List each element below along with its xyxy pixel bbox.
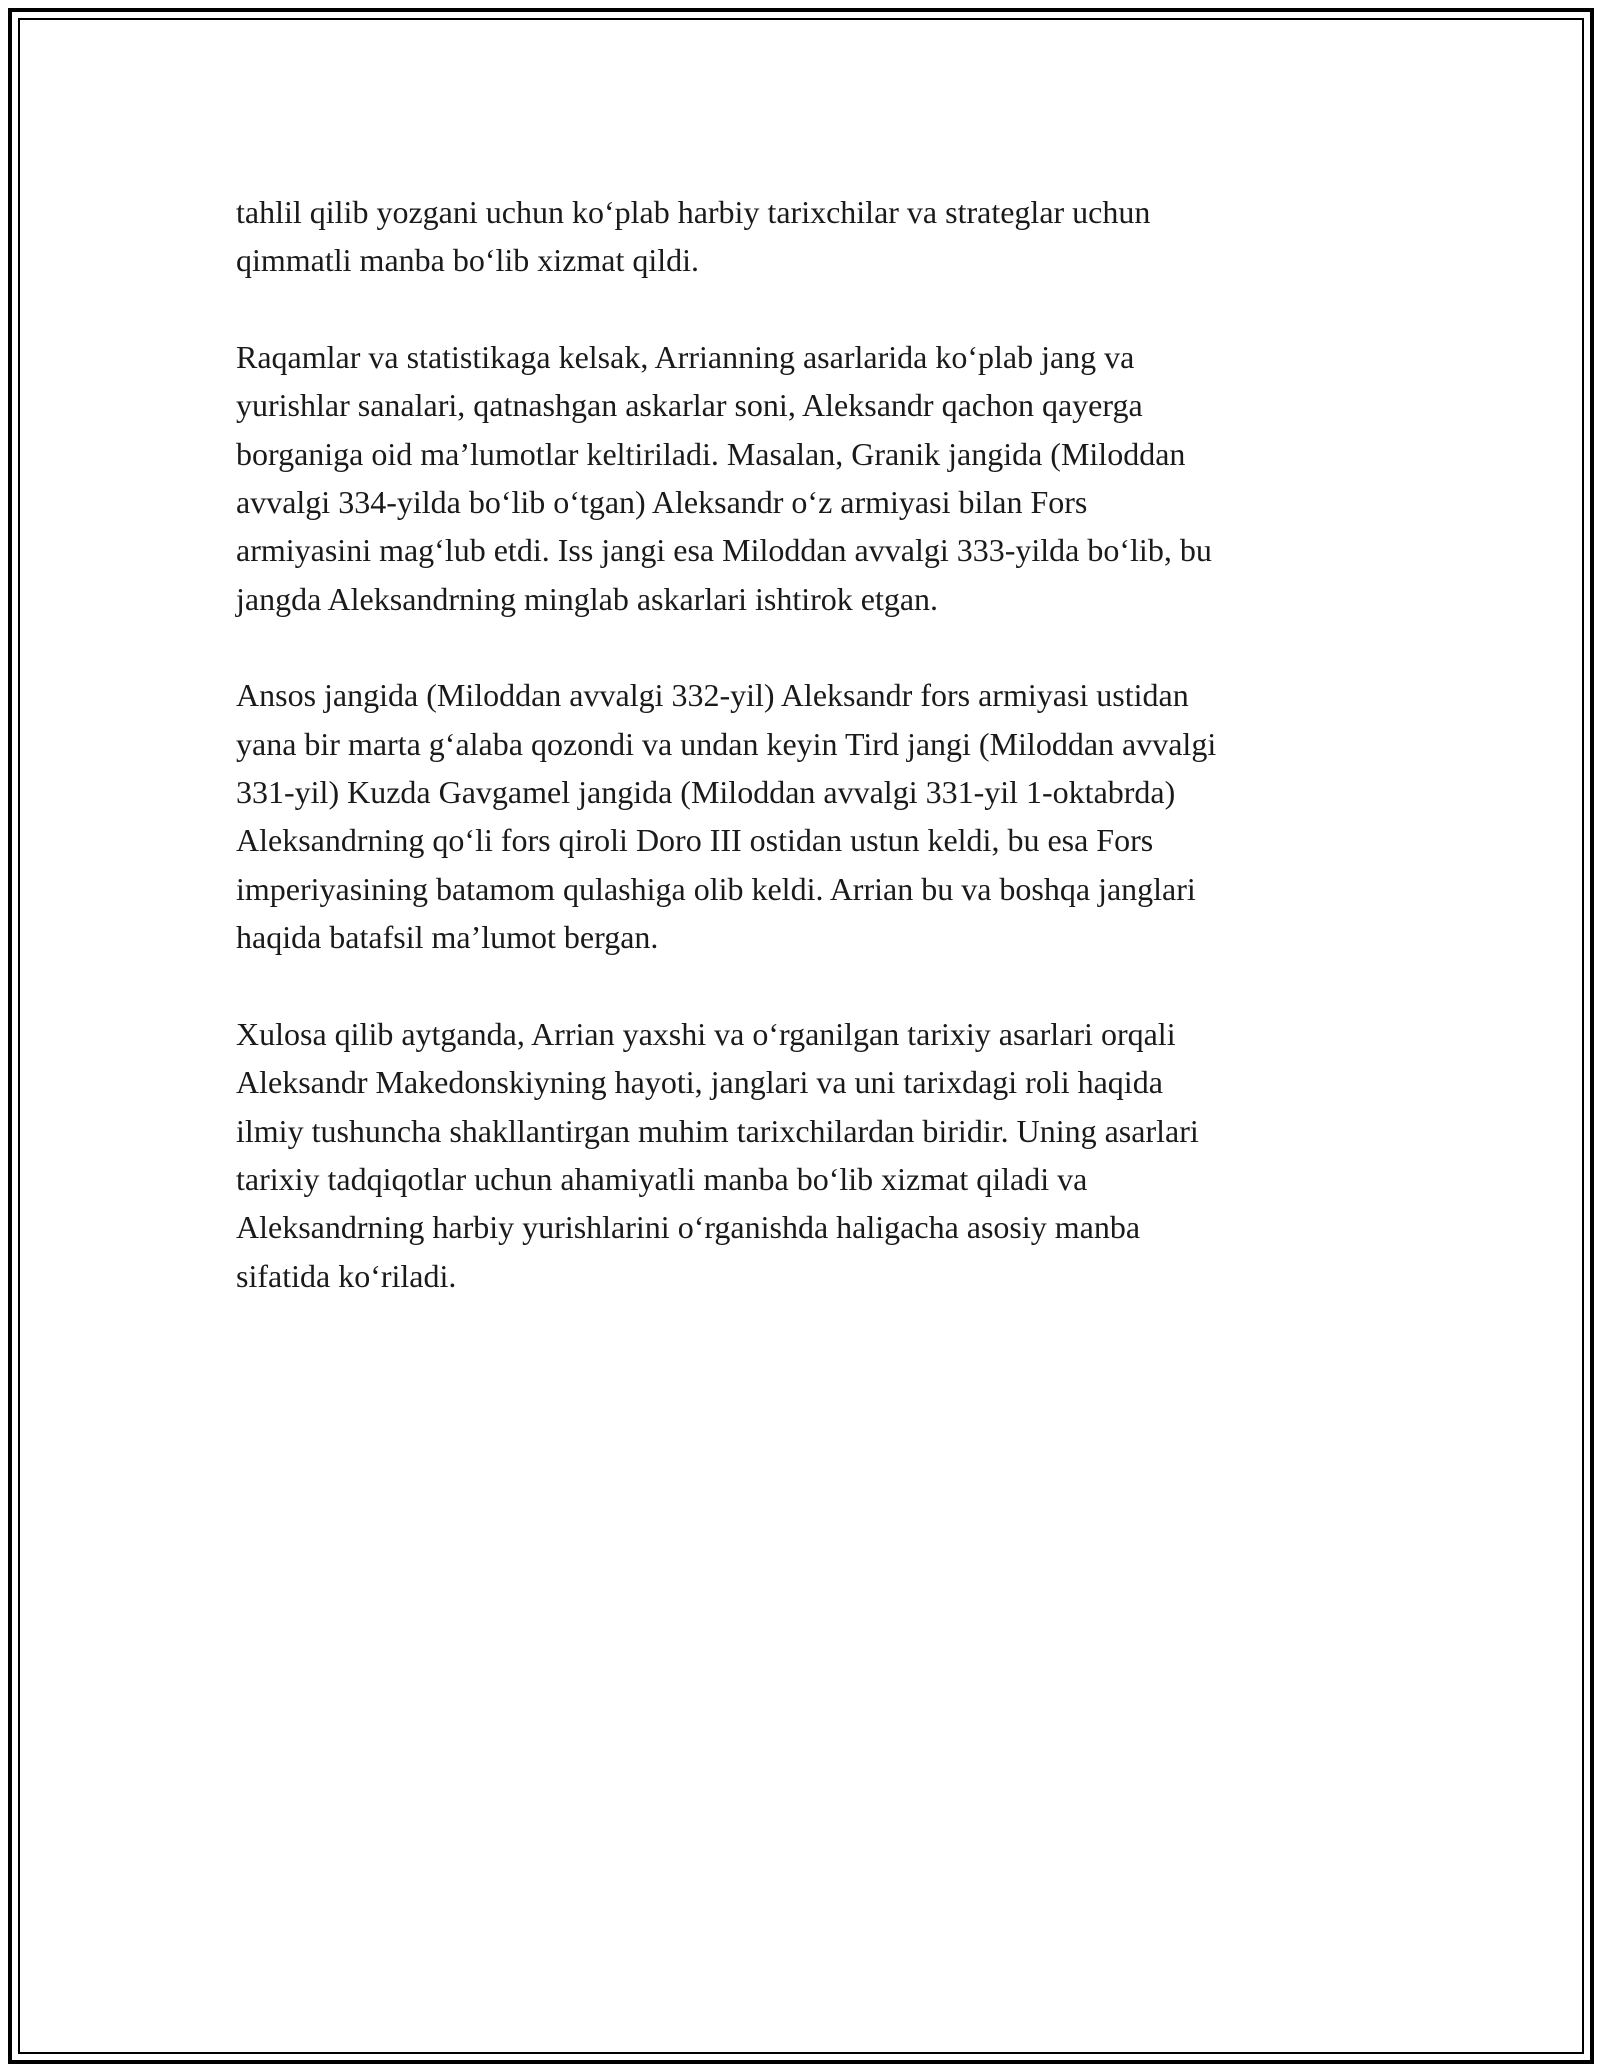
document-body <box>236 188 1376 1348</box>
paragraph-1: tahlil qilib yozgani uchun koʻplab harbiy tarixchilar va strateglar uchun qimmatli manba boʻlib xizmat qildi. <box>236 194 1151 279</box>
paragraph-4: Xulosa qilib aytganda, Arrian yaxshi va oʻrganilgan tarixiy asarlari orqali Aleksandr Makedonskiyning hayoti, janglari va uni tarixdagi roli haqida ilmiy tushuncha shakllantirgan muhim tarixchilardan biridir. Uning asarlari tarixiy tadqiqotlar uchun ahamiyatli manba boʻlib xizmat qiladi va Aleksandrning harbiy yurishlarini oʻrganishda haligacha asosiy manba sifatida koʻriladi. <box>236 1015 1199 1294</box>
paragraph-3: Ansos jangida (Miloddan avvalgi 332-yil) Aleksandr fors armiyasi ustidan yana bir marta gʻalaba qozondi va undan keyin Tird jangi (Miloddan avvalgi 331-yil) Kuzda Gavgamel jangida (Miloddan avvalgi 331-yil 1-oktabrda) Aleksandrning qoʻli fors qiroli Doro III ostidan ustun keldi, bu esa Fors imperiyasining batamom qulashiga olib keldi. Arrian bu va boshqa janglari haqida batafsil maʼlumot bergan. <box>236 677 1217 956</box>
paragraph-2: Raqamlar va statistikaga kelsak, Arrianning asarlarida koʻplab jang va yurishlar sanalari, qatnashgan askarlar soni, Aleksandr qachon qayerga borganiga oid maʼlumotlar keltiriladi. Masalan, Granik jangida (Miloddan avvalgi 334-yilda boʻlib oʻtgan) Aleksandr oʻz armiyasi bilan Fors armiyasini magʻlub etdi. Iss jangi esa Miloddan avvalgi 333-yilda boʻlib, bu jangda Aleksandrning minglab askarlari ishtirok etgan. <box>236 338 1212 617</box>
